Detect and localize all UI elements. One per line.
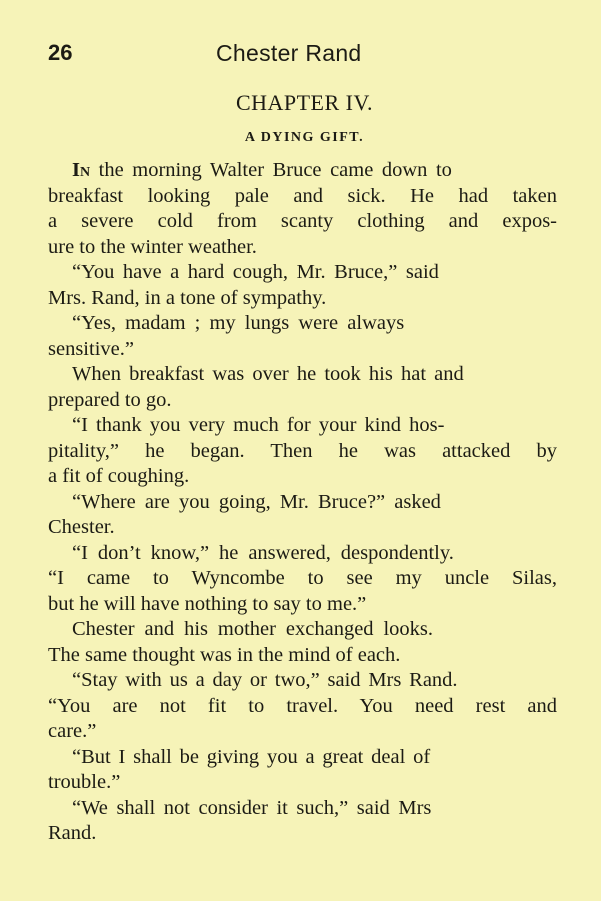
text-line-content: ure to the winter weather.	[48, 235, 257, 258]
text-line	[48, 719, 557, 745]
text-line	[48, 796, 557, 822]
text-line	[48, 286, 557, 312]
drop-word: In	[72, 159, 91, 181]
text-line	[48, 388, 557, 414]
text-line-content: “I came to Wyncombe to see my uncle Silas,	[48, 567, 557, 589]
text-line-content: prepared to go.	[48, 388, 172, 411]
running-title: Chester Rand	[216, 40, 362, 66]
text-line-content: The same thought was in the mind of each.	[48, 643, 401, 666]
text-line	[48, 158, 557, 184]
text-line-content: sensitive.”	[48, 337, 134, 360]
text-line	[48, 617, 557, 643]
text-line-content: Chester.	[48, 516, 115, 538]
text-line-content: breakfast looking pale and sick. He had taken	[48, 184, 557, 207]
text-line	[48, 337, 557, 363]
text-line	[48, 184, 557, 210]
text-line	[48, 541, 557, 567]
text-line	[48, 745, 557, 771]
text-line-content: “But I shall be giving you a great deal of	[72, 745, 431, 768]
running-head	[48, 40, 557, 72]
text-line	[48, 362, 557, 388]
text-line	[48, 413, 557, 439]
text-line	[48, 209, 557, 235]
text-line	[48, 515, 557, 541]
text-line	[48, 235, 557, 261]
text-line	[48, 464, 557, 490]
text-line-content: pitality,” he began. Then he was attacked by	[48, 439, 557, 462]
chapter-subtitle: A DYING GIFT.	[244, 130, 365, 145]
text-line	[48, 668, 557, 694]
text-line-content: “You have a hard cough, Mr. Bruce,” said	[72, 261, 439, 283]
text-line	[48, 439, 557, 465]
text-line-content: care.”	[48, 720, 97, 742]
text-line-content: Mrs. Rand, in a tone of sympathy.	[48, 286, 327, 309]
text-line-content: When breakfast was over he took his hat and	[72, 363, 464, 385]
text-line-content: the morning Walter Bruce came down to	[98, 159, 452, 181]
text-line	[48, 643, 557, 669]
text-line	[48, 592, 557, 618]
text-line	[48, 821, 557, 847]
text-line-content: “I don’t know,” he answered, despondently.	[72, 541, 454, 564]
text-line-content: a severe cold from scanty clothing and expos-	[48, 210, 557, 232]
text-line-content: Chester and his mother exchanged looks.	[72, 618, 434, 640]
text-line-content: Rand.	[48, 822, 97, 844]
text-line-content: “You are not fit to travel. You need rest and	[48, 694, 557, 717]
text-line-content: “Yes, madam ; my lungs were always	[72, 312, 405, 334]
text-line-content: “Where are you going, Mr. Bruce?” asked	[72, 490, 441, 513]
text-line-content: “We shall not consider it such,” said Mrs	[72, 796, 432, 819]
text-line-content: “Stay with us a day or two,” said Mrs Rand.	[72, 669, 458, 691]
text-line-content: “I thank you very much for your kind hos-	[72, 414, 445, 436]
text-line-content: a fit of coughing.	[48, 465, 190, 487]
text-line	[48, 694, 557, 720]
text-line-content: but he will have nothing to say to me.”	[48, 592, 367, 615]
text-line-content: trouble.”	[48, 771, 121, 793]
body-text	[48, 158, 557, 847]
text-line	[48, 566, 557, 592]
text-line	[48, 311, 557, 337]
text-line	[48, 770, 557, 796]
page-number: 26	[48, 40, 73, 65]
text-line	[48, 490, 557, 516]
chapter-heading: CHAPTER IV.	[235, 90, 374, 115]
text-line	[48, 260, 557, 286]
